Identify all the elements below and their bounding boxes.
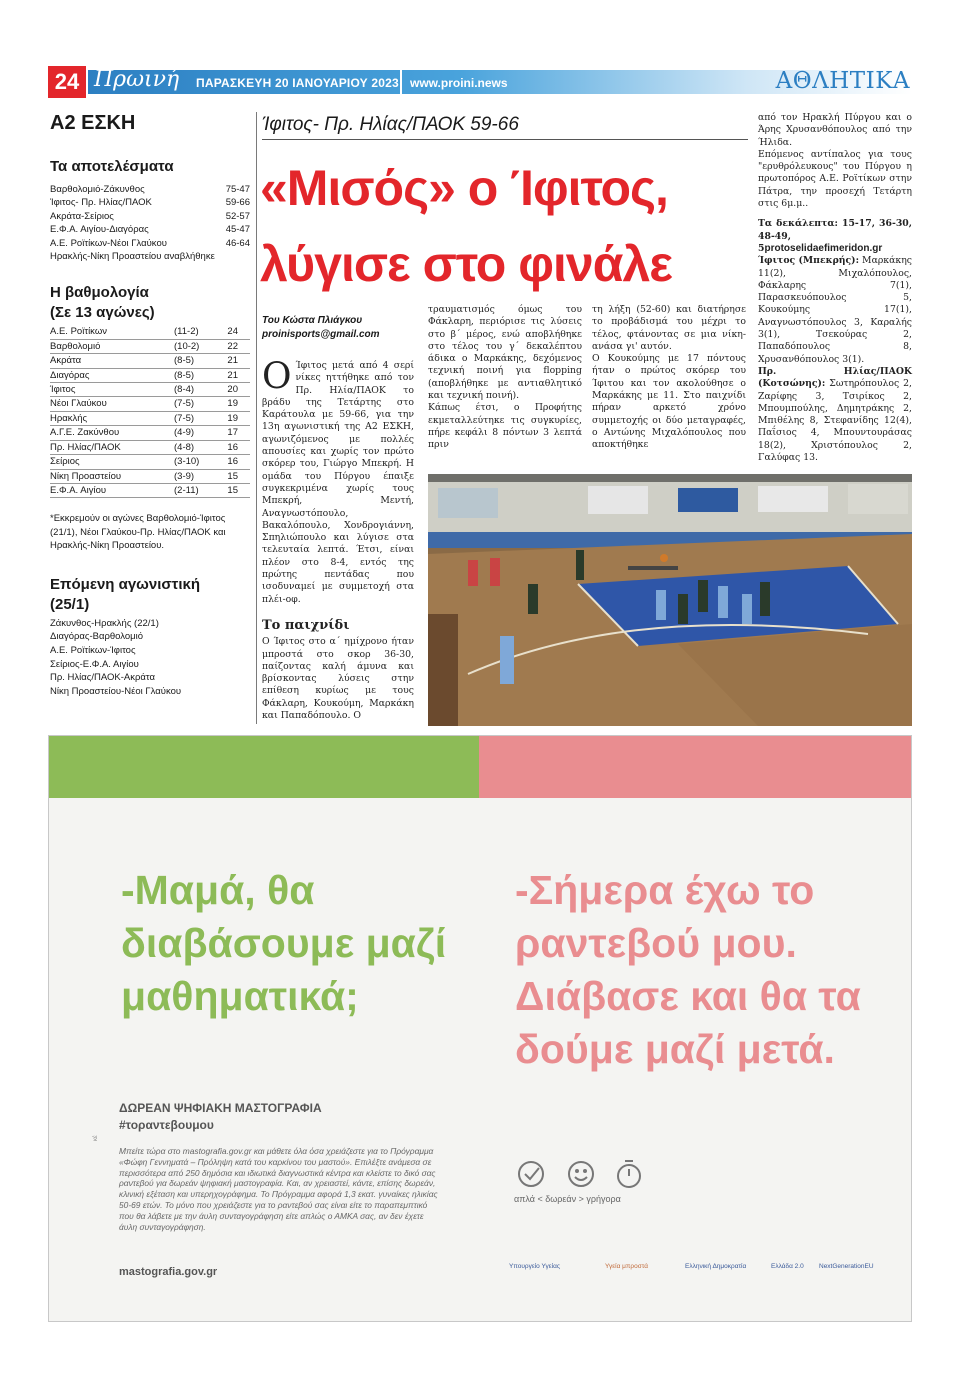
article-column-4: [758, 112, 912, 472]
result-row: [50, 183, 250, 196]
paragraph-7: από τον Ηρακλή Πύργου και ο Άρης Χρυσανθόπουλος από την Ήλιδα.: [758, 112, 912, 148]
ad-quote-child: -Μαμά, θα διαβάσουμε μαζί μαθηματικά;: [121, 867, 447, 1019]
mammography-advertisement: [48, 735, 912, 1322]
standings-record: (10-2): [174, 340, 200, 352]
kicker-rule: [262, 139, 748, 140]
team-1-label: Ίφιτος (Μπεκρής):: [758, 255, 860, 267]
article-column-2: [428, 304, 582, 452]
subhead: Το παιχνίδι: [262, 617, 350, 633]
fixture-item: Διαγόρας-Βαρθολομιό: [50, 631, 143, 643]
standings-record: (4-8): [174, 441, 195, 453]
results-list: [50, 183, 250, 263]
byline: [262, 314, 380, 342]
standings-title: Η βαθμολογία: [50, 284, 149, 302]
logo-health-forward: Υγεία μπροστά: [605, 1263, 648, 1270]
standings-record: (4-9): [174, 427, 195, 439]
column-divider: [256, 112, 257, 724]
page-header: [48, 66, 912, 98]
standings-table: [50, 325, 250, 498]
ad-title: ΔΩΡΕΑΝ ΨΗΦΙΑΚΗ ΜΑΣΤΟΓΡΑΦΙΑ: [119, 1101, 322, 1115]
issue-date: ΠΑΡΑΣΚΕΥΗ 20 ΙΑΝΟΥΑΡΙΟΥ 2023: [196, 76, 399, 90]
standings-team: Διαγόρας: [50, 369, 90, 381]
result-row: [50, 237, 250, 250]
result-row: [50, 210, 250, 223]
standings-points: 17: [227, 427, 238, 439]
ad-body-text: Μπείτε τώρα στο mastografia.gov.gr και μάθετε όλα όσα χρειάζεστε για το Πρόγραμμα «Φώφη Γεννηματά – Πρόληψη κατά του καρκίνου του μαστού». Επιλέξτε ανάμεσα σε περισσότερα από 250 δημόσια και ιδιωτικά διαγνωστικά κέντρα και κλείστε το δικό σας ραντεβού για δωρεάν ψηφιακή μαστογραφία. Και, αν χρειαστεί, κάντε, επίσης δωρεάν, κλινική εξέταση και υπερηχογράφημα. Το Πρόγραμμα αφορά 1,3 εκατ. γυναίκες ηλικίας 50-69 ετών. Το μόνο που χρειάζεστε για το ραντεβού σας είναι είτε το παραπεμπτικό που θα λάβετε με την άυλη συνταγογράφηση είτε απλώς ο ΑΜΚΑ σας, αν δεν έχετε άυλη συνταγογράφηση.: [119, 1146, 438, 1232]
standings-record: (8-5): [174, 355, 195, 367]
result-row: [50, 250, 250, 263]
fixture-item: Ζάκυνθος-Ηρακλής (22/1): [50, 617, 159, 629]
logo-greece-2-0: Ελλάδα 2.0: [771, 1263, 804, 1270]
ad-hashtag: #τοραντεβουμου: [119, 1118, 214, 1132]
author-email[interactable]: proinisports@gmail.com: [262, 329, 380, 340]
team-2-boxscore: Σωτηρόπουλος 2, Ζαρίφης 3, Τσιρίκος 2, Μπουμπούλης, Δημητράκης 2, Μπιθέλης 8, Στεφανίδης 12(4), Παΐσιος 4, Μπουντουράσας 18(2), Χριστόπουλος 2, Γαλύφας 13.: [758, 378, 912, 464]
result-score: 46-64: [225, 237, 250, 249]
league-sidebar: [50, 112, 250, 698]
standings-points: 22: [227, 340, 238, 352]
ad-url[interactable]: mastografia.gov.gr: [119, 1266, 218, 1278]
standings-row: [50, 484, 250, 498]
standings-row: [50, 412, 250, 426]
logo-hellenic-republic: Ελληνική Δημοκρατία: [685, 1263, 747, 1270]
standings-row: [50, 340, 250, 354]
standings-row: [50, 470, 250, 484]
author: Του Κώστα Πλιάγκου: [262, 315, 363, 326]
standings-team: Νέοι Γλαύκου: [50, 398, 107, 410]
fixture-item: Νίκη Προαστείου-Νέοι Γλαύκου: [50, 685, 182, 697]
standings-row: [50, 426, 250, 440]
result-row: [50, 196, 250, 209]
paragraph-6: Ο Κουκούμης με 17 πόντους ήταν ο πρώτος σκόρερ του Ίφιτου και τον ακολούθησε ο Μαρκάκης με 11. Στο παιχνίδι πήραν αρκετό χρόνο συμμετοχής οι δύο μεταγραφές, ο Αντώνης Μιχαλόπουλος που αποκτήθηκε: [592, 353, 746, 451]
standings-row: [50, 441, 250, 455]
ad-green-bar: [49, 736, 479, 798]
paragraph-2: Ο Ίφιτος στο α΄ ημίχρονο ήταν μπροστά στο σκορ 36-30, παίζοντας καλή άμυνα και βρίσκοντας λύσεις στην επίθεση κυρίως με τους Φάκλαρη, Κουκούμη, Μαρκάκη και Παπαδόπουλο. Ο: [262, 636, 414, 722]
logo-eu-next-generation: NextGenerationEU: [819, 1263, 874, 1270]
ad-pink-bar: [479, 736, 911, 798]
result-score: [218, 250, 250, 263]
standings-team: Νίκη Προαστείου: [50, 470, 122, 482]
header-divider: [400, 68, 402, 96]
result-teams: Ακράτα-Σείριος: [50, 210, 114, 222]
standings-subtitle: (Σε 13 αγώνες): [50, 304, 155, 322]
result-teams: Ίφιτος- Πρ. Ηλίας/ΠΑΟΚ: [50, 197, 152, 209]
standings-points: 19: [227, 412, 238, 424]
article-column-1: [262, 356, 414, 722]
standings-points: 15: [227, 484, 238, 496]
section-title: ΑΘΛΗΤΙΚΑ: [775, 68, 910, 94]
headline-line-2: λύγισε στο φινάλε: [260, 236, 672, 292]
standings-team: Ε.Φ.Α. Αιγίου: [50, 484, 107, 496]
standings-points: 16: [227, 456, 238, 468]
standings-team: Α.Ε. Ροϊτίκων: [50, 326, 107, 338]
standings-row: [50, 455, 250, 469]
standings-points: 15: [227, 470, 238, 482]
standings-points: 24: [227, 326, 238, 338]
website-link[interactable]: www.proini.news: [410, 76, 508, 90]
article-column-3: [592, 304, 746, 452]
standings-points: 21: [227, 355, 238, 367]
headline-line-1: «Μισός» ο Ίφιτος,: [260, 160, 668, 216]
result-score: 45-47: [225, 224, 250, 236]
quarters-score: Τα δεκάλεπτα: 15-17, 36-30, 48-49, 5: [758, 218, 912, 254]
result-teams: Ε.Φ.Α. Αιγίου-Διαγόρας: [50, 224, 149, 236]
fixture-item: Πρ. Ηλίας/ΠΑΟΚ-Ακράτα: [50, 672, 155, 684]
next-round-date: (25/1): [50, 595, 90, 613]
standings-record: (3-9): [174, 470, 195, 482]
paragraph-8: Επόμενος αντίπαλος για τους "ερυθρόλευκους" του Πύργου η πρωτοπόρος Α.Ε. Ροϊτίκων στην Πάτρα, την προσεχή Τετάρτη στις 6μ.μ..: [758, 148, 912, 210]
basketball-court-image: [428, 474, 912, 726]
standings-team: Πρ. Ηλίας/ΠΑΟΚ: [50, 441, 121, 453]
league-title: Α2 ΕΣΚΗ: [50, 112, 136, 134]
team-1-boxscore: Μαρκάκης 11(2), Μιχαλόπουλος, Φάκλαρης 7(1), Παρασκευόπουλος 5, Κουκούμης 17(1), Αναγνωστόπουλος 3, Καραλής 3(1), Τσεκούρας 2, Παπαδόπουλος 8, Χρυσανθόπουλος 3(1).: [758, 255, 912, 365]
standings-points: 21: [227, 369, 238, 381]
standings-row: [50, 383, 250, 397]
ad-quote-mother: -Σήμερα έχω το ραντεβού μου. Διάβασε και θα τα δούμε μαζί μετά.: [515, 867, 861, 1072]
logo-ministry-health: Υπουργείο Υγείας: [509, 1263, 560, 1270]
sponsor-logos: [509, 1258, 889, 1288]
game-photo: [428, 474, 912, 726]
checkmark-icon: [519, 1162, 543, 1186]
paragraph-1: Ίφιτος μετά από 4 σερί νίκες ηττήθηκε από τον Πρ. Ηλία/ΠΑΟΚ το βράδυ της Τετάρτης στο Καράτουλα με 59-66, για την 13η αγωνιστική της Α2 ΕΣΚΗ, αγωνιζόμενος με πολλές απουσίες και χωρίς τον πρώτο σκόρερ του, Γιώργο Μπεκρή. Η ομάδα του Πύργου έπαιξε συγκεκριμένα χωρίς τους Μπεκρή, Μεντή, Αναγνωστόπουλο, Βακαλόπουλο, Χονδρογιάννη, Σπηλιώπουλο και λύγισε στα τελευταία λεπτά. Έτσι, είναι πλέον στο 8-4, εντός της πρώτης πεντάδας που ισοδυναμεί με συμμετοχή στα πλέι-οφ.: [262, 360, 414, 605]
standings-team: Ίφιτος: [50, 384, 76, 396]
paragraph-3: τραυματισμός όμως του Φάκλαρη, περιόρισε τις λύσεις στο β΄ μέρος, ενώ αποβλήθηκε στο τέλος του γ΄ δεκαλέπτου άδικα ο Μαρκάκης, δεχόμενος τεχνική ποινή για flopping (αποβλήθηκε με αντιαθλητικό και τεχνική ποινή).: [428, 304, 582, 402]
watermark: protoselidaefimeridon.gr: [764, 242, 883, 254]
team-2-label: Πρ. Ηλίας/ΠΑΟΚ (Κοτσώνης):: [758, 365, 912, 390]
standings-team: Ηρακλής: [50, 412, 88, 424]
stopwatch-icon: [618, 1161, 640, 1187]
standings-points: 16: [227, 441, 238, 453]
standings-record: (7-5): [174, 412, 195, 424]
standings-record: (3-10): [174, 456, 200, 468]
ad-side-label: κέ: [93, 1135, 99, 1141]
standings-record: (8-4): [174, 384, 195, 396]
standings-row: [50, 369, 250, 383]
result-teams: Α.Ε. Ροϊτίκων-Νέοι Γλαύκου: [50, 237, 167, 249]
standings-team: Ακράτα: [50, 355, 82, 367]
fixture-item: Α.Ε. Ροϊτίκων-Ίφιτος: [50, 645, 136, 656]
standings-record: (2-11): [174, 484, 199, 496]
result-score: 59-66: [225, 197, 250, 209]
paragraph-4: Κάπως έτσι, ο Προφήτης εκμεταλλεύτηκε τις συγκυρίες, πήρε κεφάλι 8 πόντων 3 λεπτά πριν: [428, 402, 582, 451]
article-headline: [260, 150, 752, 302]
standings-team: Σείριος: [50, 456, 80, 468]
article-kicker: Ίφιτος- Πρ. Ηλίας/ΠΑΟΚ 59-66: [262, 114, 519, 135]
standings-row: [50, 397, 250, 411]
result-teams: Βαρθολομιό-Ζάκυνθος: [50, 184, 145, 195]
fixture-item: Σείριος-Ε.Φ.Α. Αιγίου: [50, 658, 139, 670]
standings-points: 19: [227, 398, 238, 410]
standings-row: [50, 354, 250, 368]
standings-row: [50, 325, 250, 339]
paragraph-5: τη λήξη (52-60) και διατήρησε το προβάδισμά του μέχρι το τέλος, φτάνοντας σε μια νίκη-ανάσα γι' αυτόν.: [592, 304, 746, 352]
result-teams: Ηρακλής-Νίκη Προαστείου αναβλήθηκε: [50, 251, 215, 263]
dropcap: Ο: [262, 356, 292, 397]
results-title: Τα αποτελέσματα: [50, 158, 174, 175]
standings-points: 20: [227, 384, 238, 396]
result-score: 52-57: [225, 210, 250, 222]
standings-team: Α.Γ.Ε. Ζακύνθου: [50, 427, 120, 439]
ad-tagline: απλά < δωρεάν > γρήγορα: [514, 1194, 621, 1204]
standings-team: Βαρθολομιό: [50, 340, 101, 352]
page-number: 24: [48, 66, 86, 98]
smiley-icon: [569, 1162, 593, 1186]
result-row: [50, 223, 250, 236]
newspaper-brand: Πρωινή: [94, 67, 180, 92]
standings-record: (7-5): [174, 398, 195, 410]
fixtures-list: [50, 617, 250, 699]
next-round-title: Επόμενη αγωνιστική: [50, 575, 201, 593]
standings-record: (11-2): [174, 326, 199, 338]
ad-icons-row: [515, 1156, 665, 1192]
standings-record: (8-5): [174, 369, 195, 381]
result-score: 75-47: [225, 184, 250, 195]
pending-games-note: *Εκκρεμούν οι αγώνες Βαρθολομιό-Ίφιτος (21/1), Νέοι Γλαύκου-Πρ. Ηλίας/ΠΑΟΚ και Ηρακλής-Νίκη Προαστείου.: [50, 513, 226, 552]
